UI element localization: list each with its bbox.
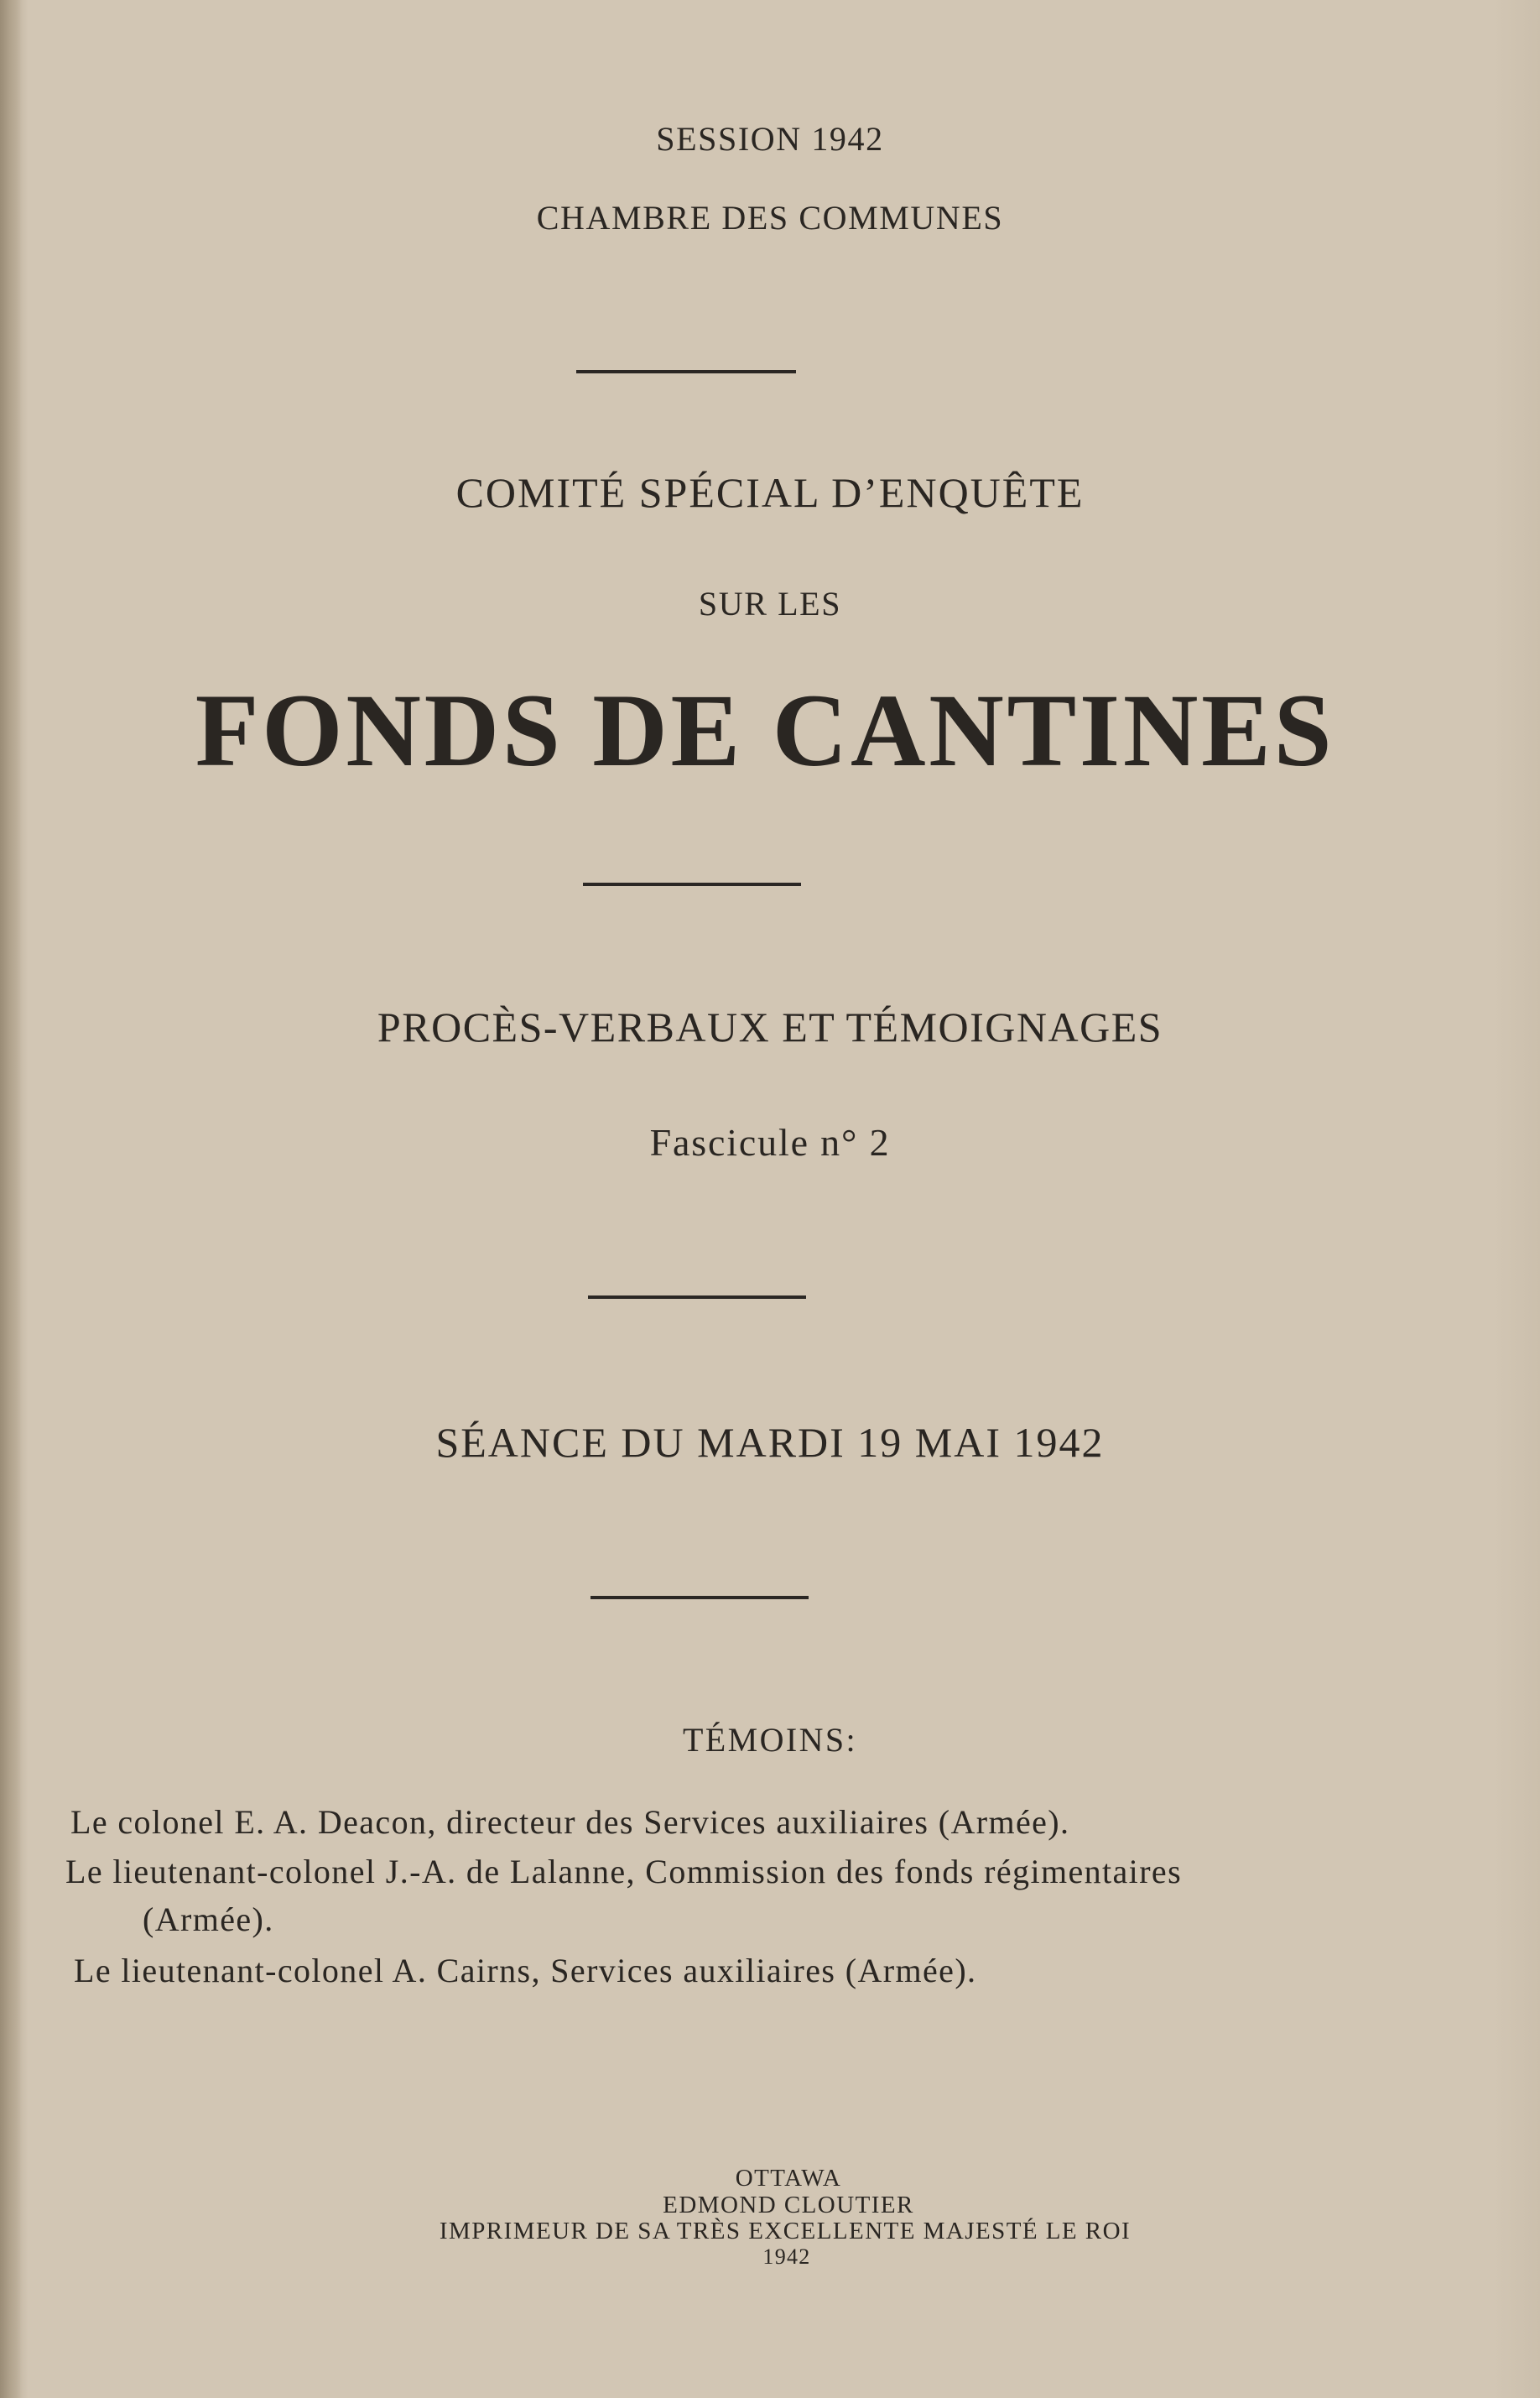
committee-subheading: SUR LES: [698, 585, 842, 623]
chamber-label: CHAMBRE DES COMMUNES: [536, 199, 1004, 237]
witnesses-heading: TÉMOINS:: [682, 1721, 858, 1759]
proceedings-heading: PROCÈS-VERBAUX ET TÉMOIGNAGES: [377, 1004, 1163, 1050]
imprint-year: 1942: [762, 2244, 811, 2269]
imprint-city: OTTAWA: [735, 2165, 842, 2192]
committee-heading: COMITÉ SPÉCIAL D’ENQUÊTE: [455, 469, 1085, 516]
witness-entry: Le lieutenant-colonel J.-A. de Lalanne, Commission des fonds régimentaires: [65, 1853, 1183, 1890]
sitting-date: SÉANCE DU MARDI 19 MAI 1942: [435, 1419, 1105, 1466]
witness-entry-continuation: (Armée).: [143, 1900, 274, 1938]
imprint-printer: EDMOND CLOUTIER: [663, 2192, 914, 2218]
witness-entry: Le lieutenant-colonel A. Cairns, Services auxiliaires (Armée).: [74, 1952, 977, 1989]
page-spine-edge: [0, 0, 22, 2398]
document-title: FONDS DE CANTINES: [195, 673, 1335, 788]
session-label: SESSION 1942: [656, 120, 884, 158]
fascicule-number: Fascicule n° 2: [649, 1121, 891, 1164]
divider-rule: [591, 1596, 809, 1599]
divider-rule: [588, 1295, 806, 1299]
imprint-printer-title: IMPRIMEUR DE SA TRÈS EXCELLENTE MAJESTÉ LE ROI: [439, 2218, 1132, 2244]
divider-rule: [583, 883, 801, 886]
witness-entry: Le colonel E. A. Deacon, directeur des Services auxiliaires (Armée).: [70, 1803, 1070, 1841]
divider-rule: [576, 370, 796, 373]
